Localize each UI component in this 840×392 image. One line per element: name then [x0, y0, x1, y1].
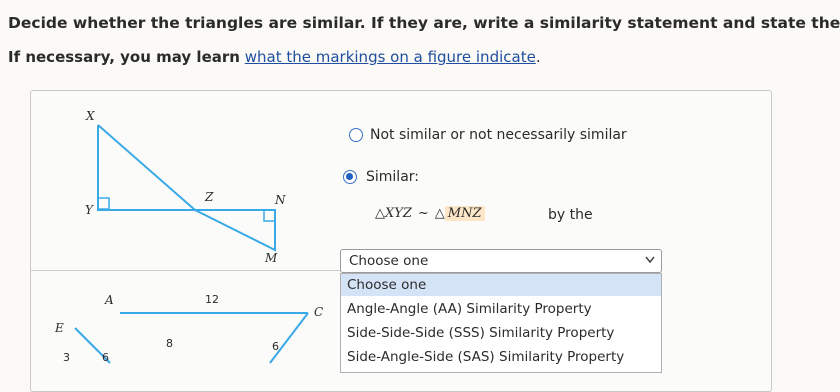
similar-symbol: ~: [417, 206, 429, 221]
label-c: C: [314, 305, 324, 319]
triangle-xyz: [98, 125, 195, 210]
option-similar-label: Similar:: [366, 169, 419, 185]
chevron-down-icon: [645, 256, 655, 264]
bottom-partial-label-1: 3: [63, 351, 70, 364]
similarity-statement: [375, 206, 485, 221]
right-angle-y: [98, 198, 109, 209]
right-angle-n: [264, 210, 275, 221]
triangle-symbol-2: △: [434, 206, 445, 221]
segment-ce: [270, 313, 308, 363]
label-e: E: [55, 321, 64, 335]
label-y: Y: [85, 203, 93, 217]
by-the-label: by the: [548, 207, 593, 223]
side-right-length: 6: [272, 340, 279, 353]
answer-input[interactable]: MNZ: [445, 206, 485, 221]
dropdown-option-aa[interactable]: Angle-Angle (AA) Similarity Property: [347, 301, 592, 317]
label-x: X: [86, 109, 95, 123]
option-not-similar-label: Not similar or not necessarily similar: [370, 127, 627, 143]
side-top-length: 12: [205, 293, 219, 306]
dropdown-option-sss[interactable]: Side-Side-Side (SSS) Similarity Property: [347, 325, 615, 341]
dropdown-option-sas[interactable]: Side-Angle-Side (SAS) Similarity Property: [347, 349, 625, 365]
instruction-line-1: Decide whether the triangles are similar. If they are, write a similarity statement and state the: [8, 14, 840, 32]
label-n: N: [275, 193, 286, 207]
select-value: Choose one: [349, 253, 429, 269]
triangle-symbol-1: △: [375, 206, 385, 221]
label-a: A: [105, 293, 114, 307]
radio-similar[interactable]: [343, 170, 357, 184]
statement-left: XYZ: [385, 206, 412, 221]
markings-help-link[interactable]: what the markings on a figure indicate: [244, 48, 536, 66]
property-dropdown-list: [340, 273, 662, 373]
label-m: M: [265, 251, 278, 265]
label-z: Z: [205, 190, 214, 204]
instruction-period: .: [535, 48, 541, 66]
instruction-lead: If necessary, you may learn: [8, 48, 240, 66]
dropdown-option-choose-one[interactable]: Choose one: [341, 274, 661, 296]
radio-not-similar[interactable]: [349, 128, 363, 142]
property-select[interactable]: [340, 249, 662, 273]
bottom-partial-label-2: 6: [102, 351, 109, 364]
side-left-length: 8: [166, 337, 173, 350]
triangle-mnz: [195, 210, 275, 250]
triangle-figure: [0, 0, 340, 363]
